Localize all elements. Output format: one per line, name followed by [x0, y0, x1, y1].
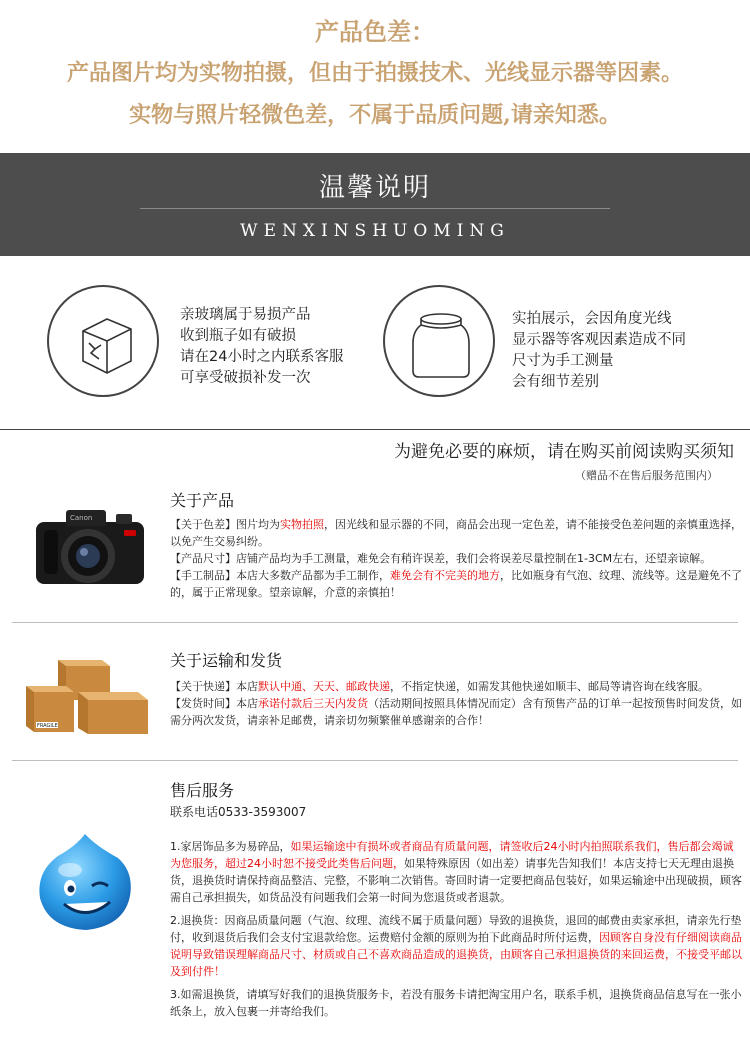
highlight: 承诺付款后三天内发货 — [258, 697, 368, 710]
camera-icon — [30, 500, 150, 590]
highlight: 如果运输途中有损坏或者商品有质量问题，请签收后24小时内拍照联系我们，售后都会竭诚为您服务，超过24小时恕不接受此类售后问题， — [170, 840, 734, 870]
highlight: 默认 — [258, 680, 280, 693]
note-line: 显示器等客观因素造成不同 — [512, 332, 686, 348]
product-section — [0, 480, 750, 615]
wink-smiley-icon — [30, 828, 140, 938]
color-notice-title: 产品色差： — [315, 17, 435, 46]
text: 2.退换货：因商品质量问题（气泡、纹理、流线不属于质量问题）导致的退换货，退回的邮费由卖家承担，请亲先行垫付，收到退货后我们会支付宝退款给您。运费赔付金额的原则为拍下此商品时所付运费， — [170, 914, 742, 944]
text: 【发货时间】本店 — [170, 697, 258, 710]
product-size-para: 【产品尺寸】店铺产品均为手工测量，难免会有稍许误差，我们会将误差尽量控制在1-3CM左右，还望亲谅解。 — [170, 552, 712, 565]
purchase-notice-heading: 为避免必要的麻烦，请在购买前阅读购买须知 — [394, 442, 734, 462]
text: 【关于快递】本店 — [170, 680, 258, 693]
highlight: 因顾客自身没有仔细阅读商品说明导致错误理解商品尺寸、材质或自己不喜欢商品造成的退换货，由顾客自己承担退换货的来回运费，不接受平邮以及到付件！ — [170, 931, 742, 978]
note-line: 尺寸为手工测量 — [512, 353, 614, 369]
text: 如果特殊原因（如出差）请事先告知我们！本店支持七天无理由退换货，退换货时请保持商品整洁、完整，不影响二次销售。寄回时请一定要把商品包装好，如果运输途中出现破损，顾客需自己承担损失，如货品没有问题我们会第一时间为您退货或者退款。 — [170, 857, 742, 904]
after-sales-phone: 联系电话0533-3593007 — [170, 805, 307, 819]
note-line: 实拍展示，会因角度光线 — [512, 311, 672, 327]
jar-icon — [383, 285, 495, 397]
note-line: 亲玻璃属于易损产品 — [180, 307, 311, 323]
broken-box-icon — [47, 285, 159, 397]
notes-section — [0, 256, 750, 430]
note-line: 可享受破损补发一次 — [180, 370, 311, 386]
svg-text:Canon: Canon — [70, 514, 93, 522]
shipping-title: 关于运输和发货 — [170, 651, 283, 670]
shipping-section — [0, 640, 750, 750]
highlight: 中通、天天、邮政快递 — [280, 680, 390, 693]
shipping-body — [170, 678, 742, 729]
note-line: 收到瓶子如有破损 — [180, 328, 296, 344]
after-sales-section — [0, 772, 750, 1044]
note-fragile — [180, 305, 343, 389]
tips-banner — [0, 153, 750, 256]
text: ，不指定快递，如需发其他快递如顺丰、邮局等请咨询在线客服。 — [390, 680, 709, 693]
color-notice — [0, 0, 750, 150]
text: ，比如瓶身有气泡、纹理、流线等。这是避免不了的，属于正常现象。望亲谅解，介意的亲慎拍！ — [170, 569, 742, 599]
boxes-icon — [18, 652, 158, 742]
shipping-courier-para — [170, 678, 742, 695]
color-notice-line2: 实物与照片轻微色差，不属于品质问题,请亲知悉。 — [129, 102, 621, 128]
note-line: 会有细节差别 — [512, 374, 599, 390]
text: （活动期间按照具体情况而定）含有预售产品的订单一起按预售时间发货，如需分两次发货，请亲补足邮费，请亲切勿频繁催单感谢亲的合作！ — [170, 697, 742, 727]
color-notice-line1: 产品图片均为实物拍摄，但由于拍摄技术、光线显示器等因素。 — [66, 60, 683, 86]
section-divider — [12, 622, 738, 623]
text: ，因光线和显示器的不同，商品会出现一定色差，请不能接受色差问题的亲慎重选择，以免产生交易纠纷。 — [170, 518, 742, 548]
section-divider — [12, 760, 738, 761]
after-sales-item-1 — [170, 838, 742, 906]
shipping-time-para — [170, 695, 742, 729]
product-body — [170, 516, 742, 601]
highlight: 实物拍照 — [280, 518, 324, 531]
product-handmade-para — [170, 567, 742, 601]
note-line: 请在24小时之内联系客服 — [180, 349, 344, 365]
svg-text:FRAGILE: FRAGILE — [37, 723, 58, 729]
product-title: 关于产品 — [170, 491, 235, 510]
banner-subtitle: WENXINSHUOMING — [240, 221, 510, 241]
banner-title: 温馨说明 — [318, 173, 431, 203]
purchase-notice-sub: （赠品不在售后服务范围内） — [575, 469, 718, 482]
after-sales-item-3: 3.如需退换货，请填写好我们的退换货服务卡，若没有服务卡请把淘宝用户名，联系手机，退换货商品信息写在一张小纸条上，放入包裹一并寄给我们。 — [170, 988, 742, 1018]
text: 【关于色差】图片均为 — [170, 518, 280, 531]
product-color-para — [170, 516, 742, 550]
text: 1.家居饰品多为易碎品， — [170, 840, 291, 853]
note-photo — [512, 309, 686, 393]
after-sales-title: 售后服务 — [170, 781, 235, 800]
text: 【手工制品】本店大多数产品都为手工制作， — [170, 569, 390, 582]
banner-divider — [140, 208, 610, 209]
after-sales-item-2 — [170, 912, 742, 980]
highlight: 难免会有不完美的地方 — [390, 569, 500, 582]
